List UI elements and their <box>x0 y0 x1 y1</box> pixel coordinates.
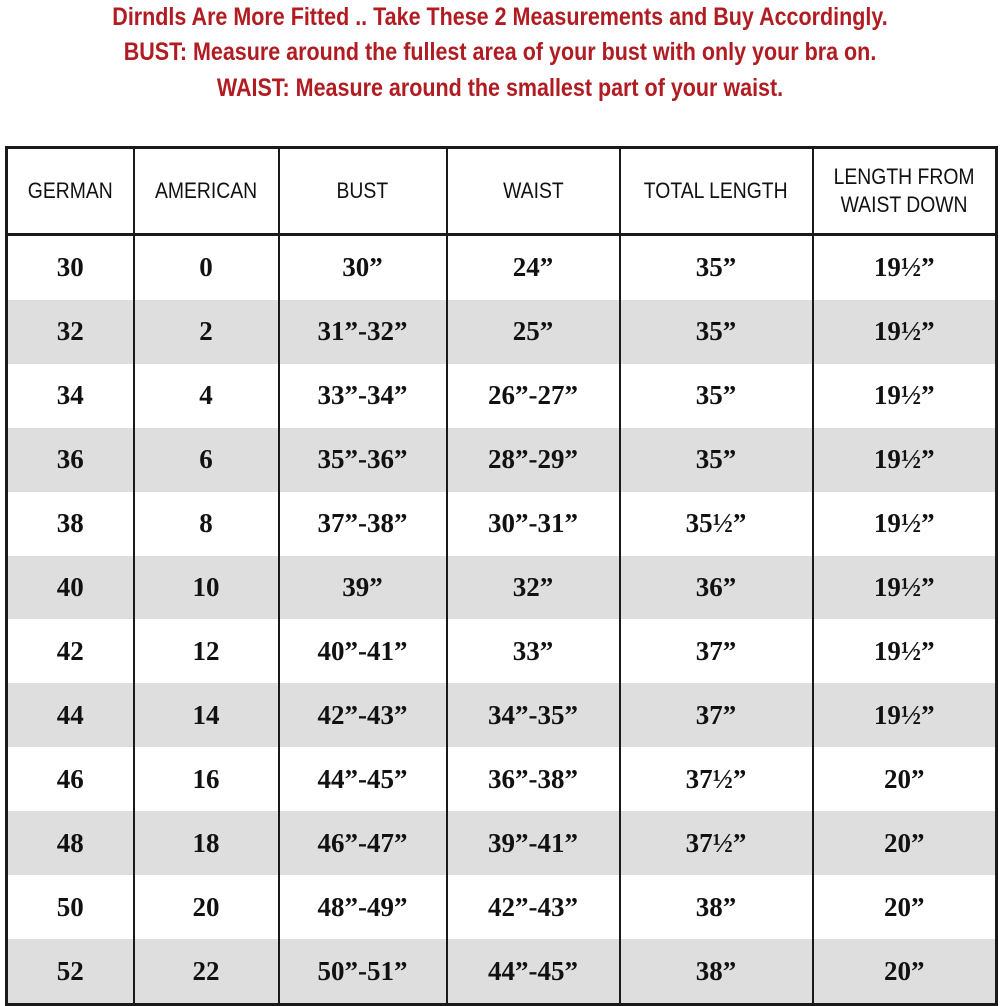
table-row <box>7 811 997 875</box>
cell-waist: 44”-45” <box>447 939 620 1004</box>
table-row <box>7 683 997 747</box>
column-header-length-from-waist-down <box>813 148 997 235</box>
cell-total-length: 38” <box>620 875 813 939</box>
cell-bust: 40”-41” <box>279 619 447 683</box>
cell-american: 0 <box>134 235 279 300</box>
cell-bust: 48”-49” <box>279 875 447 939</box>
cell-german: 44 <box>7 683 134 747</box>
column-header-waist <box>447 148 620 235</box>
cell-german: 48 <box>7 811 134 875</box>
bust-instruction: BUST: Measure around the fullest area of your bust with only your bra on. <box>123 38 877 66</box>
cell-bust: 31”-32” <box>279 300 447 364</box>
size-table <box>5 146 998 1006</box>
cell-total-length: 37” <box>620 619 813 683</box>
column-header-total-length <box>620 148 813 235</box>
cell-waist: 42”-43” <box>447 875 620 939</box>
cell-bust: 30” <box>279 235 447 300</box>
table-header <box>7 148 997 235</box>
cell-bust: 39” <box>279 556 447 620</box>
cell-length-from-waist-down: 19½” <box>813 556 997 620</box>
cell-american: 22 <box>134 939 279 1004</box>
cell-waist: 34”-35” <box>447 683 620 747</box>
column-header-american <box>134 148 279 235</box>
column-header-german <box>7 148 134 235</box>
cell-american: 4 <box>134 364 279 428</box>
cell-bust: 50”-51” <box>279 939 447 1004</box>
table-row <box>7 747 997 811</box>
cell-german: 32 <box>7 300 134 364</box>
cell-german: 50 <box>7 875 134 939</box>
cell-german: 40 <box>7 556 134 620</box>
column-header-label: WAIST <box>502 178 564 203</box>
table-row <box>7 875 997 939</box>
cell-american: 10 <box>134 556 279 620</box>
cell-bust: 37”-38” <box>279 492 447 556</box>
cell-waist: 33” <box>447 619 620 683</box>
table-row <box>7 619 997 683</box>
column-header-label: GERMAN <box>27 178 113 203</box>
table-row <box>7 939 997 1004</box>
cell-total-length: 35” <box>620 300 813 364</box>
column-header-label: LENGTH FROM WAIST DOWN <box>833 164 975 217</box>
cell-total-length: 38” <box>620 939 813 1004</box>
cell-length-from-waist-down: 20” <box>813 875 997 939</box>
cell-american: 18 <box>134 811 279 875</box>
header-row <box>7 148 997 235</box>
cell-length-from-waist-down: 19½” <box>813 235 997 300</box>
cell-bust: 35”-36” <box>279 428 447 492</box>
cell-bust: 44”-45” <box>279 747 447 811</box>
cell-length-from-waist-down: 19½” <box>813 428 997 492</box>
cell-total-length: 37” <box>620 683 813 747</box>
header <box>0 0 1000 145</box>
cell-bust: 42”-43” <box>279 683 447 747</box>
table-body <box>7 235 997 1005</box>
cell-waist: 36”-38” <box>447 747 620 811</box>
cell-length-from-waist-down: 19½” <box>813 300 997 364</box>
cell-total-length: 35” <box>620 364 813 428</box>
cell-german: 36 <box>7 428 134 492</box>
header-title: Dirndls Are More Fitted .. Take These 2 Measurements and Buy Accordingly. <box>112 3 888 31</box>
column-header-bust <box>279 148 447 235</box>
table-row <box>7 300 997 364</box>
cell-waist: 28”-29” <box>447 428 620 492</box>
column-header-label: AMERICAN <box>154 178 258 203</box>
cell-bust: 46”-47” <box>279 811 447 875</box>
cell-bust: 33”-34” <box>279 364 447 428</box>
cell-length-from-waist-down: 20” <box>813 939 997 1004</box>
cell-american: 14 <box>134 683 279 747</box>
cell-total-length: 35½” <box>620 492 813 556</box>
waist-instruction: WAIST: Measure around the smallest part of your waist. <box>216 74 784 102</box>
cell-total-length: 35” <box>620 428 813 492</box>
cell-german: 38 <box>7 492 134 556</box>
column-header-label: TOTAL LENGTH <box>644 178 788 203</box>
cell-length-from-waist-down: 20” <box>813 811 997 875</box>
cell-american: 2 <box>134 300 279 364</box>
cell-american: 12 <box>134 619 279 683</box>
cell-waist: 30”-31” <box>447 492 620 556</box>
table-row <box>7 492 997 556</box>
cell-length-from-waist-down: 19½” <box>813 364 997 428</box>
cell-length-from-waist-down: 19½” <box>813 683 997 747</box>
table-row <box>7 556 997 620</box>
table-row <box>7 364 997 428</box>
cell-american: 20 <box>134 875 279 939</box>
cell-american: 8 <box>134 492 279 556</box>
cell-german: 46 <box>7 747 134 811</box>
cell-american: 6 <box>134 428 279 492</box>
table-row <box>7 428 997 492</box>
column-header-label: BUST <box>336 178 389 203</box>
cell-total-length: 37½” <box>620 747 813 811</box>
cell-american: 16 <box>134 747 279 811</box>
cell-german: 30 <box>7 235 134 300</box>
cell-german: 34 <box>7 364 134 428</box>
cell-length-from-waist-down: 19½” <box>813 492 997 556</box>
cell-waist: 32” <box>447 556 620 620</box>
cell-total-length: 37½” <box>620 811 813 875</box>
cell-german: 42 <box>7 619 134 683</box>
cell-waist: 39”-41” <box>447 811 620 875</box>
table-row <box>7 235 997 300</box>
cell-length-from-waist-down: 20” <box>813 747 997 811</box>
cell-german: 52 <box>7 939 134 1004</box>
cell-length-from-waist-down: 19½” <box>813 619 997 683</box>
cell-waist: 25” <box>447 300 620 364</box>
cell-total-length: 36” <box>620 556 813 620</box>
cell-waist: 24” <box>447 235 620 300</box>
cell-total-length: 35” <box>620 235 813 300</box>
cell-waist: 26”-27” <box>447 364 620 428</box>
